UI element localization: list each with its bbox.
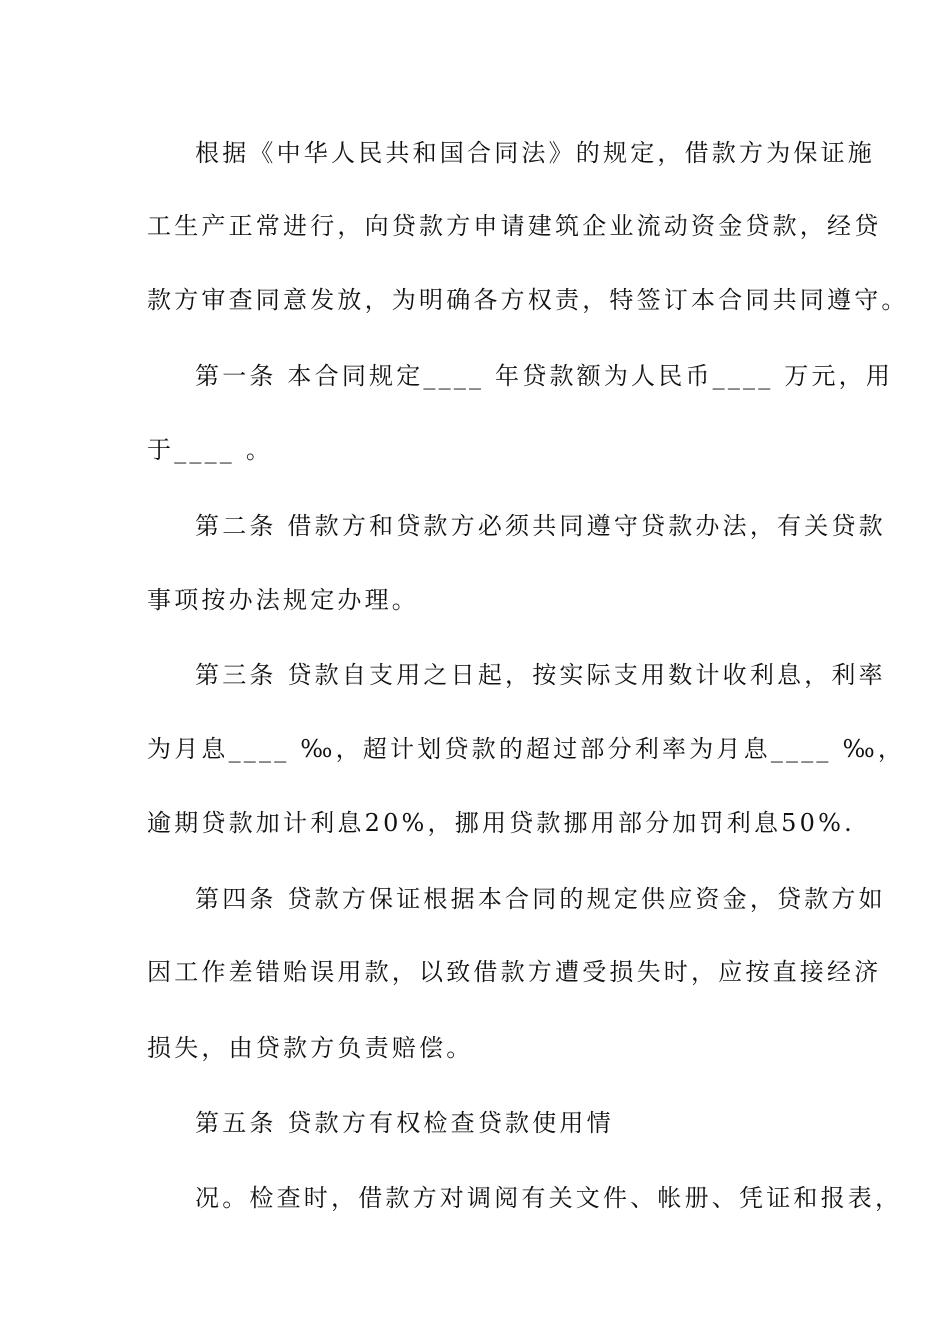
article-3-line-1: 第三条 贷款自支用之日起，按实际支用数计收利息，利率: [195, 661, 886, 689]
article-2-line-2: 事项按办法规定办理。: [147, 586, 419, 614]
article-4-line-2: 因工作差错贻误用款，以致借款方遭受损失时，应按直接经济: [147, 958, 882, 986]
article-4-line-1: 第四条 贷款方保证根据本合同的规定供应资金，贷款方如: [195, 885, 886, 913]
article-2-line-1: 第二条 借款方和贷款方必须共同遵守贷款办法，有关贷款: [195, 512, 886, 540]
article-1-line-1: 第一条 本合同规定____ 年贷款额为人民币____ 万元，用: [195, 362, 894, 390]
paragraph-intro-line-3: 款方审查同意发放，为明确各方权责，特签订本合同共同遵守。: [147, 286, 909, 314]
paragraph-intro-line-1: 根据《中华人民共和国合同法》的规定，借款方为保证施: [195, 139, 875, 167]
article-5-line-2: 况。检查时，借款方对调阅有关文件、帐册、凭证和报表，: [195, 1184, 903, 1212]
article-1-line-2: 于____ 。: [147, 436, 274, 464]
paragraph-intro-line-2: 工生产正常进行，向贷款方申请建筑企业流动资金贷款，经贷: [147, 212, 882, 240]
article-3-line-3: 逾期贷款加计利息20%，挪用贷款挪用部分加罚利息50%.: [147, 809, 855, 837]
article-3-line-2: 为月息____ ‰，超计划贷款的超过部分利率为月息____ ‰，: [147, 735, 906, 763]
article-5-line-1: 第五条 贷款方有权检查贷款使用情: [195, 1109, 614, 1137]
article-4-line-3: 损失，由贷款方负责赔偿。: [147, 1034, 474, 1062]
